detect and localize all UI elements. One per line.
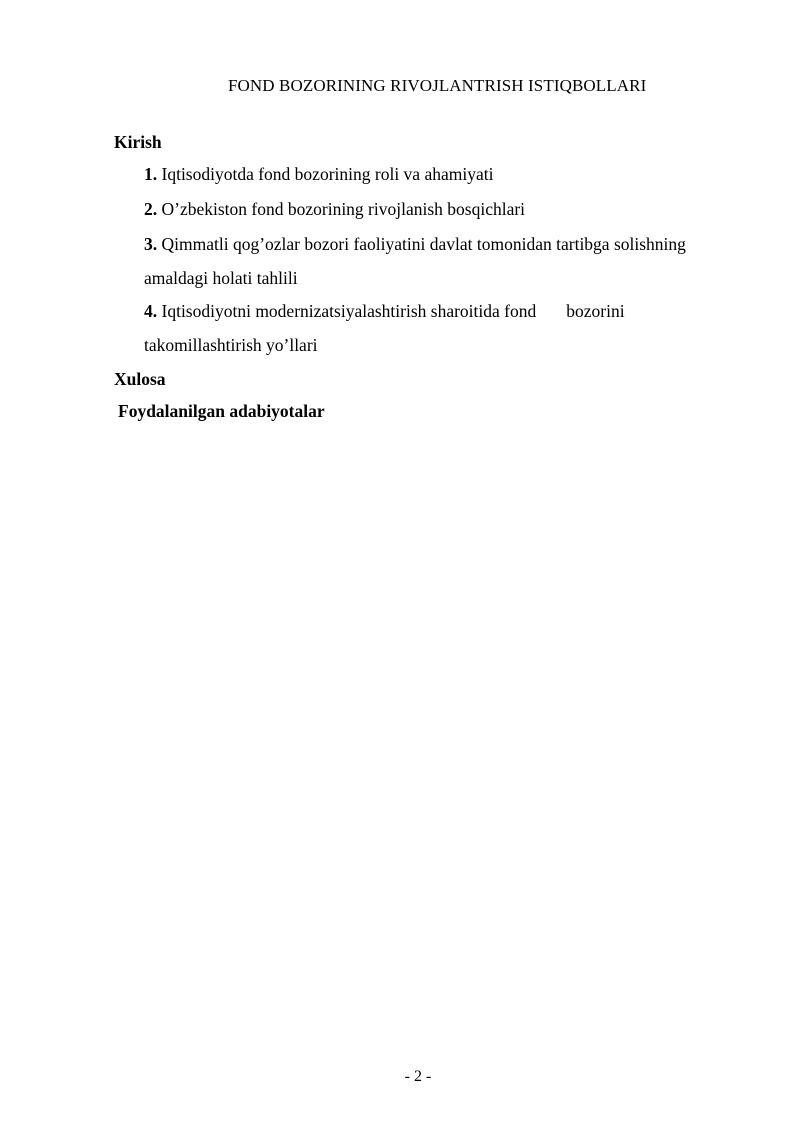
toc-item-text: Iqtisodiyotni modernizatsiyalashtirish sharoitida fond <box>161 301 537 321</box>
page-title: FOND BOZORINING RIVOJLANTRISH ISTIQBOLLARI <box>228 76 647 95</box>
conclusion-heading: Xulosa <box>114 369 166 389</box>
toc-item-number: 1. <box>144 164 158 184</box>
page-number: - 2 - <box>404 1068 432 1085</box>
toc-item-number: 2. <box>144 199 158 219</box>
toc-item-text: O’zbekiston fond bozorining rivojlanish bosqichlari <box>161 199 526 219</box>
toc-item-text: Iqtisodiyotda fond bozorining roli va ahamiyati <box>161 164 494 184</box>
references-heading: Foydalanilgan adabiyotalar <box>118 401 325 421</box>
toc-item-4 <box>144 294 684 362</box>
toc-item-number: 3. <box>144 234 158 254</box>
intro-heading: Kirish <box>114 132 162 152</box>
toc-item-3 <box>144 227 734 295</box>
toc-item-1 <box>144 157 744 191</box>
toc-item-text-continuation: bozorini takomillashtirish yo’llari <box>144 301 625 355</box>
toc-item-2 <box>144 192 744 226</box>
toc-item-text: Qimmatli qog’ozlar bozori faoliyatini davlat tomonidan tartibga solishning amaldagi holati tahlili <box>144 234 686 288</box>
toc-item-number: 4. <box>144 301 158 321</box>
